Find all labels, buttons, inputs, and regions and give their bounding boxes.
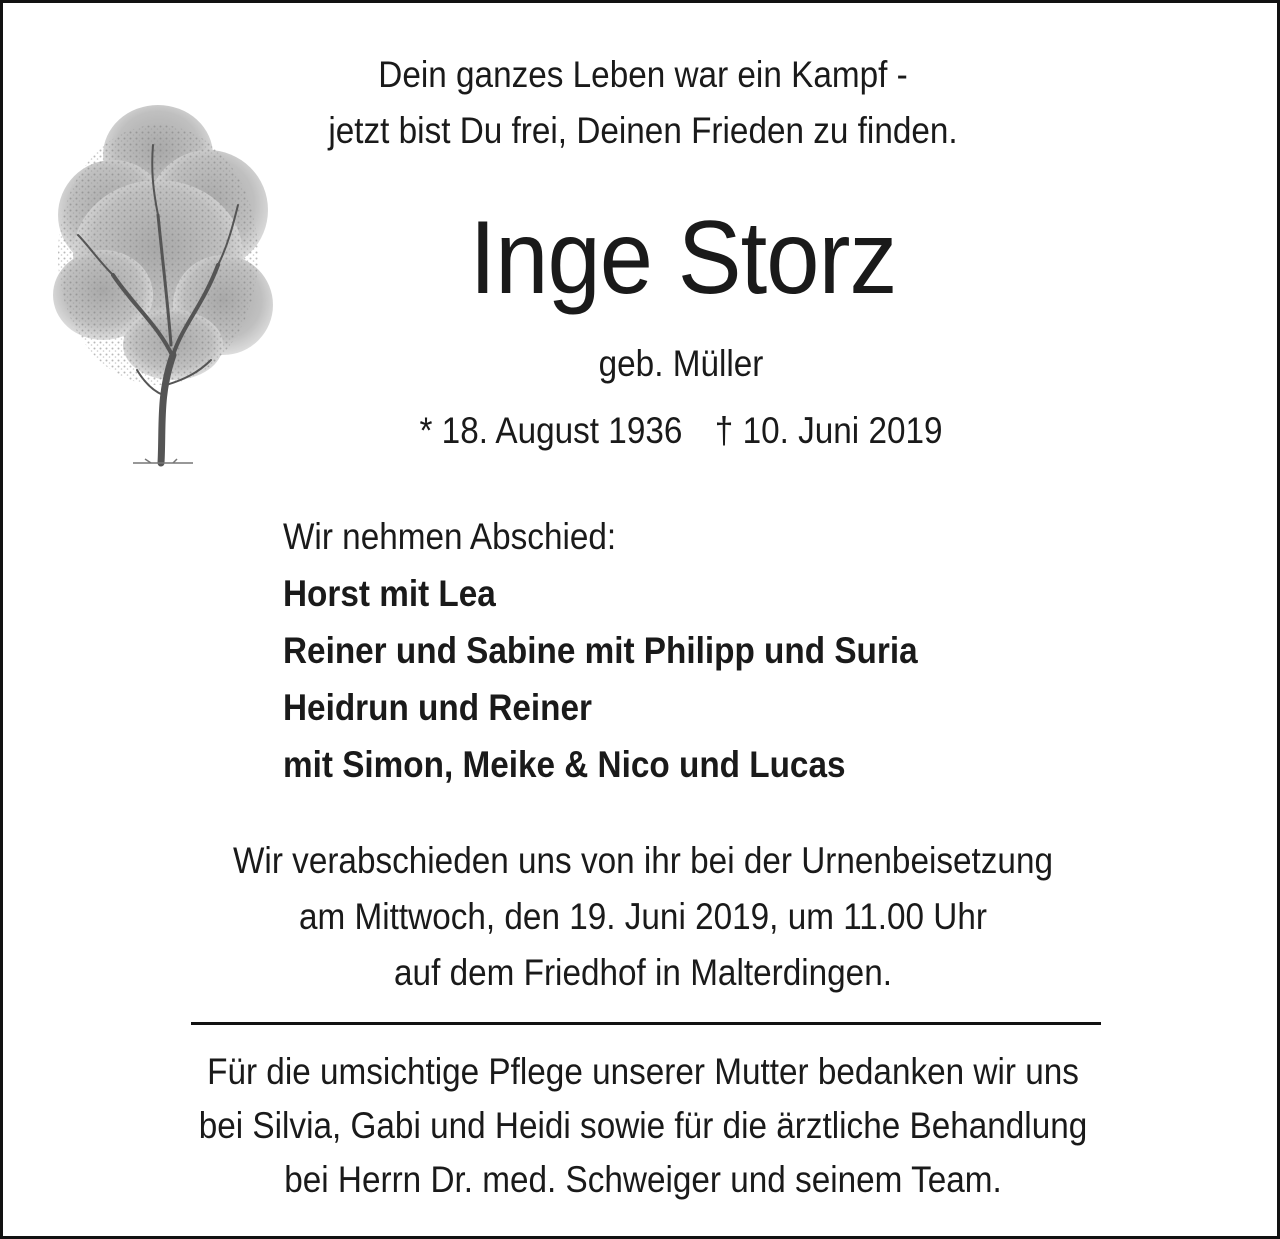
thanks-line: bei Herrn Dr. med. Schweiger und seinem Team. [284,1159,1002,1200]
funeral-line: auf dem Friedhof in Malterdingen. [394,952,892,993]
verse [67,47,1219,159]
family-member: Heidrun und Reiner [283,687,592,728]
divider [191,1022,1101,1025]
funeral-line: am Mittwoch, den 19. Juni 2019, um 11.00 Uhr [299,896,987,937]
death-date: † 10. Juni 2019 [714,410,943,451]
thanks-line: Für die umsichtige Pflege unserer Mutter bedanken wir uns [207,1051,1079,1092]
family-member: Reiner und Sabine mit Philipp und Suria [283,630,918,671]
family-intro: Wir nehmen Abschied: [283,516,617,557]
deceased-name: Inge Storz [469,200,897,316]
funeral-line: Wir verabschieden uns von ihr bei der Urnenbeisetzung [232,840,1053,881]
maiden-name: geb. Müller [598,343,764,384]
thanks-notice [67,1045,1219,1207]
family-members [283,565,1093,793]
life-dates [105,405,1257,457]
verse-line-2: jetzt bist Du frei, Deinen Frieden zu finden. [328,110,958,151]
family-member: mit Simon, Meike & Nico und Lucas [283,744,846,785]
family-member: Horst mit Lea [283,573,496,614]
birth-date: * 18. August 1936 [419,410,683,451]
verse-line-1: Dein ganzes Leben war ein Kampf - [378,54,908,95]
family-section [283,508,1093,793]
funeral-notice [67,833,1219,1001]
thanks-line: bei Silvia, Gabi und Heidi sowie für die ärztliche Behandlung [198,1105,1088,1146]
